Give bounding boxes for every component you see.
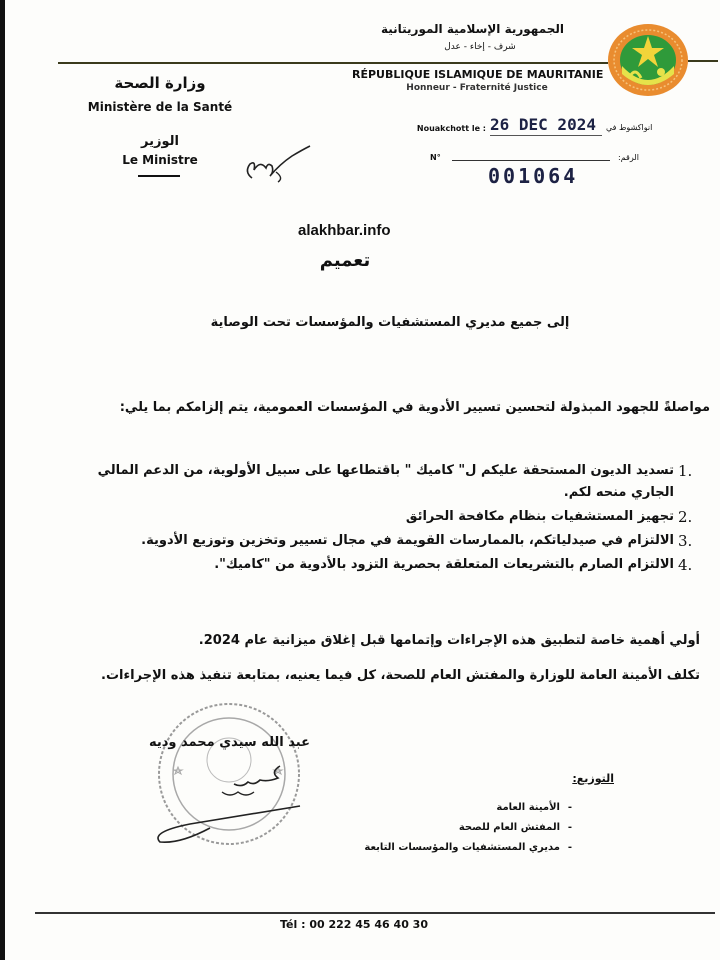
page-left-border: [0, 0, 5, 960]
paraph-initials-icon: [240, 142, 320, 184]
signer-name: عبد الله سيدي محمد وديه: [148, 735, 310, 750]
bullet-dash: -: [567, 842, 573, 853]
distribution-item-text: مديري المستشفيات والمؤسسات التابعة: [364, 842, 560, 853]
number-label-fr: N°: [430, 153, 441, 162]
bullet-dash: -: [567, 822, 573, 833]
handwritten-signature-icon: [130, 758, 310, 848]
minister-underline: [138, 175, 180, 177]
ministry-name-ar: وزارة الصحة: [114, 74, 206, 92]
number-label-ar: الرقم:: [618, 153, 639, 162]
directive-number: 4.: [678, 556, 693, 574]
distribution-title: التوزيع:: [572, 772, 614, 785]
distribution-item-text: المفتش العام للصحة: [458, 822, 560, 833]
distribution-item-text: الأمينة العامة: [496, 802, 560, 813]
intro-paragraph: مواصلةً للجهود المبذولة لتحسين تسيير الأدوية في المؤسسات العمومية، يتم إلزامكم بما يلي:: [119, 400, 710, 415]
distribution-item: [330, 838, 580, 858]
directive-item: [96, 554, 708, 576]
date-label-ar: انواكشوط في: [606, 123, 653, 132]
circular-title: تعميم: [319, 250, 371, 271]
distribution-item: [330, 818, 580, 838]
directive-text: تسديد الديون المستحقة عليكم ل" كاميك " باقتطاعها على سبيل الأولوية، من الدعم المالي الجاري منحه لكم.: [97, 463, 674, 500]
coat-of-arms-icon: [605, 22, 691, 98]
footer-rule: [35, 912, 715, 914]
minister-title-fr: Le Ministre: [122, 153, 198, 167]
minister-title-ar: الوزير: [141, 134, 179, 149]
date-stamp: 26 DEC 2024: [490, 115, 596, 134]
directive-list: [96, 460, 708, 578]
directive-item: [96, 506, 708, 528]
directive-item: [96, 460, 708, 504]
ministry-name-fr: Ministère de la Santé: [87, 100, 233, 114]
distribution-item: [330, 798, 580, 818]
directive-item: [96, 530, 708, 552]
recipient-line: إلى جميع مديري المستشفيات والمؤسسات تحت الوصاية: [210, 315, 570, 330]
directive-number: 1.: [678, 462, 693, 480]
republic-name-ar: الجمهورية الإسلامية الموريتانية: [380, 22, 565, 36]
header-rule: [58, 62, 608, 64]
directive-text: الالتزام الصارم بالتشريعات المتعلقة بحصرية التزود بالأدوية من "كاميك".: [214, 557, 674, 572]
reference-number: 001064: [488, 164, 579, 188]
republic-name-fr: RÉPUBLIQUE ISLAMIQUE DE MAURITANIE: [352, 68, 604, 81]
directive-number: 3.: [678, 532, 693, 550]
date-label-fr: Nouakchott le :: [416, 124, 486, 133]
motto-ar: شرف - إخاء - عدل: [444, 42, 516, 52]
distribution-list: [330, 798, 580, 858]
motto-fr: Honneur - Fraternité Justice: [406, 83, 548, 93]
followup-paragraph: تكلف الأمينة العامة للوزارة والمفتش العام للصحة، كل فيما يعنيه، بمتابعة تنفيذ هذه الإجراءات.: [101, 668, 700, 683]
watermark-text: alakhbar.info: [298, 222, 391, 239]
date-underline: [490, 135, 602, 136]
bullet-dash: -: [567, 802, 573, 813]
directive-number: 2.: [678, 508, 693, 526]
header-rule-right: [688, 60, 718, 62]
directive-text: الالتزام في صيدلياتكم، بالممارسات القويمة في مجال تسيير وتخزين وتوزيع الأدوية.: [141, 533, 674, 548]
number-line: [452, 160, 610, 161]
directive-text: تجهيز المستشفيات بنظام مكافحة الحرائق: [405, 509, 674, 524]
footer-phone: Tél : 00 222 45 46 40 30: [280, 918, 428, 931]
priority-paragraph: أولي أهمية خاصة لتطبيق هذه الإجراءات وإتمامها قبل إغلاق ميزانية عام 2024.: [198, 633, 700, 648]
